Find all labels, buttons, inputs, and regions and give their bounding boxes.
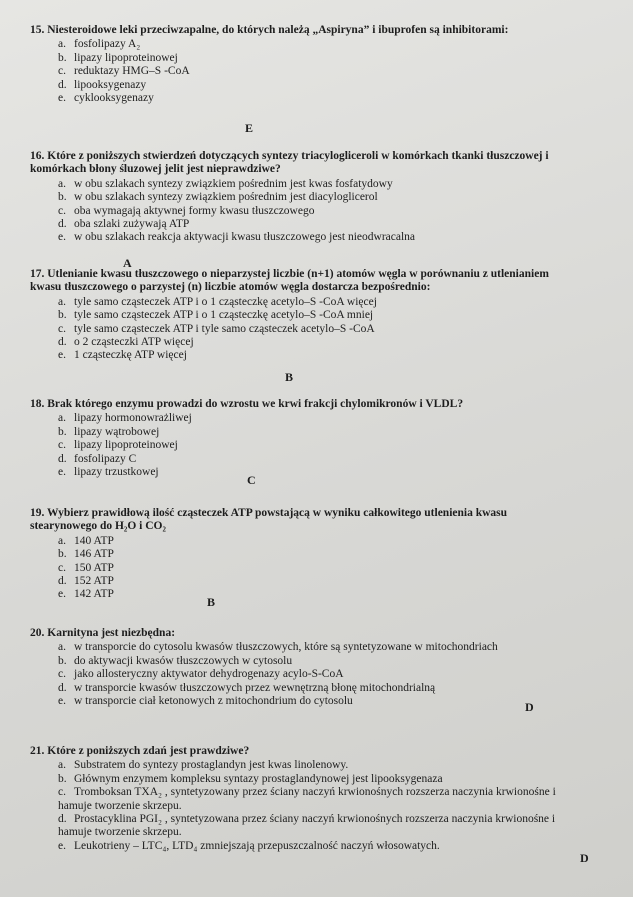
- option-d: d. lipooksygenazy: [58, 78, 147, 91]
- option-b: b. lipazy lipoproteinowej: [58, 51, 178, 64]
- question-17: [30, 268, 570, 363]
- option-a: a. 140 ATP: [58, 534, 114, 547]
- option-e: e. 142 ATP: [58, 588, 114, 601]
- option-list: [58, 296, 570, 363]
- question-19: [30, 507, 570, 602]
- option-b: b. w obu szlakach syntezy związkiem pośrednim jest diacyloglicerol: [58, 191, 378, 204]
- question-21: [30, 745, 570, 853]
- option-a: a. lipazy hormonowrażliwej: [58, 412, 192, 425]
- question-15: [30, 24, 570, 105]
- answer-mark: B: [207, 595, 216, 609]
- option-b: b. lipazy wątrobowej: [58, 425, 160, 438]
- option-e: e. w obu szlakach reakcja aktywacji kwasu tłuszczowego jest nieodwracalna: [58, 231, 416, 244]
- option-list: [58, 412, 570, 479]
- question-stem: 15. Niesteroidowe leki przeciwzapalne, do których należą „Aspiryna” i ibuprofen są inhibitorami:: [30, 24, 509, 36]
- answer-mark: A: [123, 256, 132, 270]
- option-d: d. 152 ATP: [58, 575, 114, 588]
- answer-mark: C: [247, 473, 256, 487]
- question-stem: 16. Które z poniższych stwierdzeń dotyczących syntezy triacylogliceroli w komórkach tkanki tłuszczowej i komórkach błony śluzowej jelit jest nieprawdziwe?: [30, 150, 549, 176]
- option-e: e. lipazy trzustkowej: [58, 466, 159, 479]
- question-stem: 20. Karnityna jest niezbędna:: [30, 627, 176, 639]
- option-list: [58, 178, 570, 245]
- option-e: e. w transporcie ciał ketonowych z mitochondrium do cytosolu: [58, 695, 353, 708]
- question-16: [30, 150, 570, 245]
- answer-mark: D: [525, 700, 534, 714]
- option-list: [58, 759, 570, 853]
- option-a: a. Substratem do syntezy prostaglandyn jest kwas linolenowy.: [58, 759, 349, 772]
- answer-mark: D: [580, 851, 589, 865]
- option-d: d. oba szlaki zużywają ATP: [58, 218, 190, 231]
- option-c: c. 150 ATP: [58, 561, 114, 574]
- option-d: d. fosfolipazy C: [58, 452, 137, 465]
- option-a: a. fosfolipazy A₂: [58, 38, 141, 51]
- question-20: [30, 627, 570, 708]
- option-d: d. Prostacyklina PGI₂ , syntetyzowana przez ściany naczyń krwionośnych rozszerza naczynia krwionośne i hamuje tworzenie skrzepu.: [58, 813, 556, 839]
- option-a: a. tyle samo cząsteczek ATP i o 1 cząsteczkę acetylo–S -CoA więcej: [58, 295, 377, 308]
- option-b: b. do aktywacji kwasów tłuszczowych w cytosolu: [58, 654, 293, 667]
- option-list: [58, 535, 570, 602]
- answer-mark: B: [285, 370, 294, 384]
- option-c: c. jako allosteryczny aktywator dehydrogenazy acylo-S-CoA: [58, 668, 344, 681]
- question-stem: 21. Które z poniższych zdań jest prawdziwe?: [30, 745, 250, 757]
- question-stem: 18. Brak którego enzymu prowadzi do wzrostu we krwi frakcji chylomikronów i VLDL?: [30, 398, 464, 410]
- question-18: [30, 398, 570, 479]
- question-stem: 19. Wybierz prawidłową ilość cząsteczek ATP powstającą w wyniku całkowitego utlenienia kwasu stearynowego do H₂O i CO₂: [30, 507, 508, 533]
- option-c: c. tyle samo cząsteczek ATP i tyle samo cząsteczek acetylo–S -CoA: [58, 322, 375, 335]
- option-c: c. lipazy lipoproteinowej: [58, 439, 178, 452]
- option-list: [58, 38, 570, 105]
- option-c: c. Tromboksan TXA₂ , syntetyzowany przez ściany naczyń krwionośnych rozszerza naczynia krwionośne i hamuje tworzenie skrzepu.: [58, 786, 556, 812]
- option-c: c. reduktazy HMG–S -CoA: [58, 65, 190, 78]
- option-a: a. w obu szlakach syntezy związkiem pośrednim jest kwas fosfatydowy: [58, 177, 393, 190]
- option-e: e. Leukotrieny – LTC₄, LTD₄ zmniejszają przepuszczalność naczyń włosowatych.: [58, 839, 440, 852]
- option-a: a. w transporcie do cytosolu kwasów tłuszczowych, które są syntetyzowane w mitochondriach: [58, 641, 498, 654]
- option-b: b. 146 ATP: [58, 548, 114, 561]
- option-e: e. cyklooksygenazy: [58, 92, 154, 105]
- answer-mark: E: [245, 121, 254, 135]
- question-stem: 17. Utlenianie kwasu tłuszczowego o nieparzystej liczbie (n+1) atomów węgla w porównaniu z utlenianiem kwasu tłuszczowego o parzystej (n) liczbie atomów węgla dostarcza bezpośrednio:: [30, 268, 549, 294]
- option-d: d. w transporcie kwasów tłuszczowych przez wewnętrzną błonę mitochondrialną: [58, 681, 436, 694]
- option-b: b. tyle samo cząsteczek ATP i o 1 cząsteczkę acetylo–S -CoA mniej: [58, 309, 374, 322]
- option-e: e. 1 cząsteczkę ATP więcej: [58, 349, 187, 362]
- option-list: [58, 641, 570, 708]
- option-d: d. o 2 cząsteczki ATP więcej: [58, 336, 194, 349]
- option-b: b. Głównym enzymem kompleksu syntazy prostaglandynowej jest lipooksygenaza: [58, 772, 443, 785]
- option-c: c. oba wymagają aktywnej formy kwasu tłuszczowego: [58, 204, 315, 217]
